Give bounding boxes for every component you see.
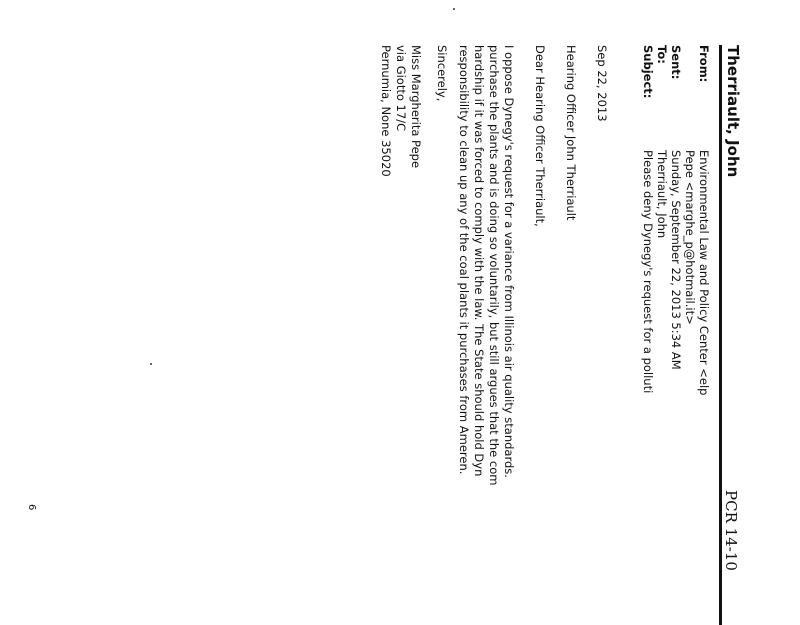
from-label: From:	[697, 45, 711, 83]
from-value-continued: Pepe <marghe_p@hotmail.it>	[683, 150, 697, 325]
from-value: Environmental Law and Policy Center <elp	[697, 150, 711, 396]
letter-date: Sep 22, 2013	[595, 45, 609, 122]
signature-block	[378, 45, 423, 177]
sent-label: Sent:	[669, 45, 683, 80]
to-value: Therriault, John	[655, 150, 669, 239]
signature-line: via Giotto 17/C	[394, 45, 408, 132]
signature-line: Pernumia, None 35020	[379, 45, 393, 177]
recipient-name-header: Therriault, John	[724, 45, 742, 178]
body-line: hardship if it was forced to comply with the law. The State should hold Dyn	[472, 45, 486, 477]
header-rule	[719, 45, 722, 625]
body-line: responsibility to clean up any of the coal plants it purchases from Ameren.	[457, 45, 471, 475]
signature-line: Miss Margherita Pepe	[409, 45, 423, 169]
letter-salutation: Dear Hearing Officer Therriault,	[533, 45, 547, 227]
scan-speck	[454, 8, 456, 10]
letter-closing: Sincerely,	[435, 45, 449, 102]
pcr-number: PCR 14-10	[722, 490, 740, 571]
subject-label: Subject:	[641, 45, 655, 99]
page-number: 6	[26, 504, 37, 511]
scan-speck	[151, 363, 153, 365]
letter-recipient: Hearing Officer John Therriault	[564, 45, 578, 221]
to-label: To:	[655, 45, 669, 64]
subject-value: Please deny Dynegy's request for a polluti	[641, 150, 655, 394]
body-line: purchase the plants and is doing so voluntarily, but still argues that the com	[487, 45, 501, 486]
sent-value: Sunday, September 22, 2013 5:34 AM	[669, 150, 683, 370]
body-line: I oppose Dynegy's request for a variance from Illinois air quality standards.	[502, 45, 516, 478]
letter-body	[456, 45, 516, 485]
